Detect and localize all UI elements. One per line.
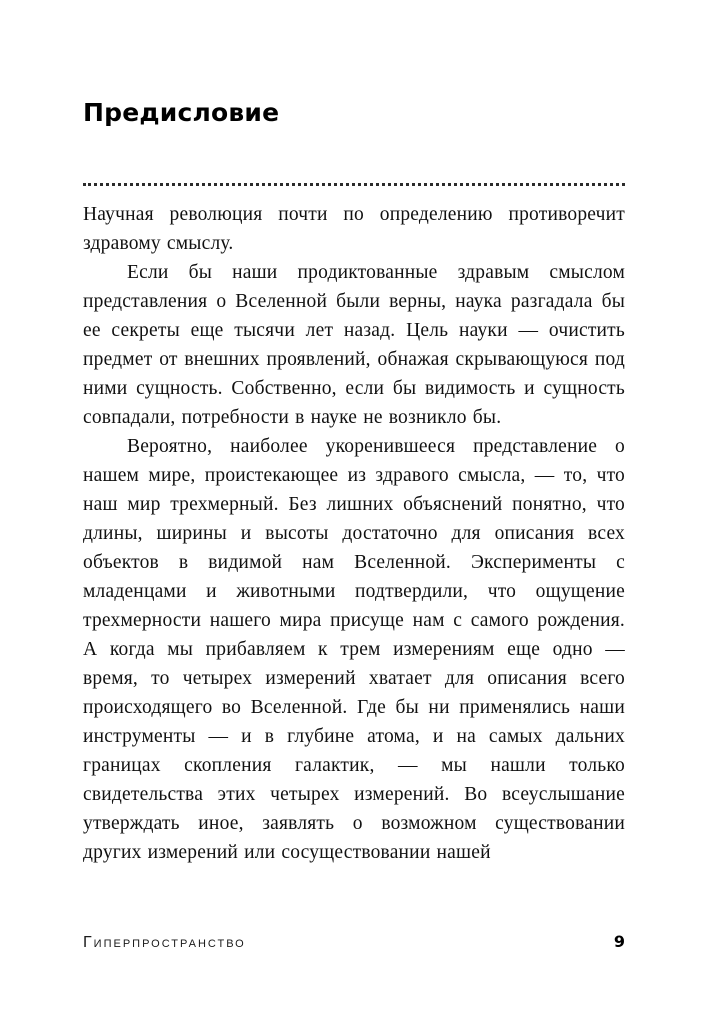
page-footer bbox=[83, 932, 625, 952]
footer-book-title: Гиперпространство bbox=[83, 934, 246, 951]
paragraph: Вероятно, наиболее укоренившееся представление о нашем мире, проистекающее из здравого смысла, — то, что наш мир трехмерный. Без лишних объяснений понятно, что длины, ширины и высоты достаточно для описания всех объектов в видимой нам Вселенной. Эксперименты с младенцами и животными подтвердили, что ощущение трехмерности нашего мира присуще нам с самого рождения. А когда мы прибавляем к трем измерениям еще одно — время, то четырех измерений хватает для описания всего происходящего во Вселенной. Где бы ни применялись наши инструменты — и в глубине атома, и на самых дальних границах скопления галактик, — мы нашли только свидетельства этих четырех измерений. Во всеуслышание утверждать иное, заявлять о возможном существовании других измерений или сосуществовании нашей bbox=[83, 436, 625, 863]
paragraph: Если бы наши продиктованные здравым смыслом представления о Вселенной были верны, наука разгадала бы ее секреты еще тысячи лет назад. Цель науки — очистить предмет от внешних проявлений, обнажая скрывающуюся под ними сущность. Собственно, если бы видимость и сущность совпадали, потребности в науке не возникло бы. bbox=[83, 262, 625, 428]
page-number: 9 bbox=[613, 932, 625, 951]
page-content bbox=[83, 0, 625, 867]
page-title: Предисловие bbox=[83, 98, 280, 127]
paragraph: Научная революция почти по определению противоречит здравому смыслу. bbox=[83, 204, 625, 254]
body-text bbox=[83, 200, 625, 867]
dotted-divider bbox=[83, 183, 625, 186]
